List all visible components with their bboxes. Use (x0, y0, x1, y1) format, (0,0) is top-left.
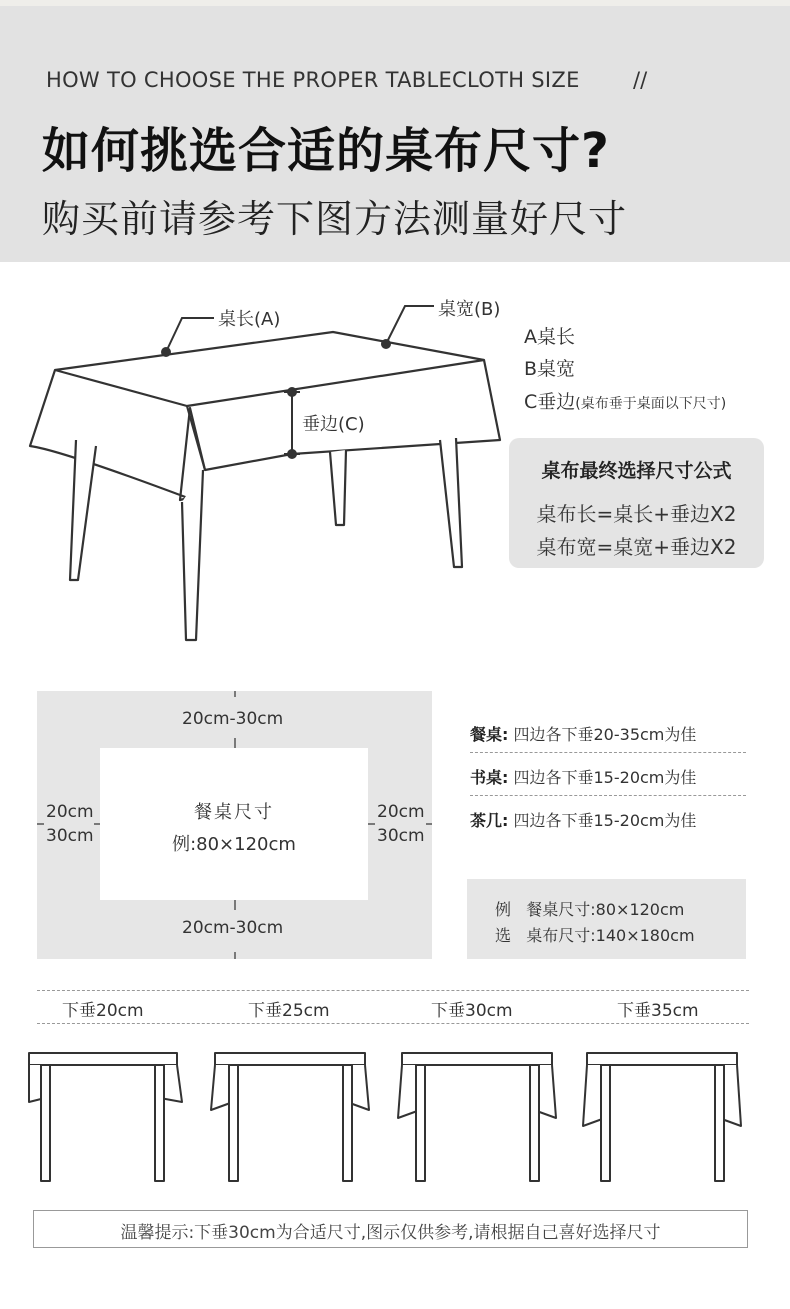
title-slashes: // (633, 68, 648, 92)
example-line-2: 选 桌布尺寸:140×180cm (495, 926, 695, 945)
dim-top: 20cm-30cm (182, 709, 284, 729)
tip-text: 温馨提示:下垂30cm为合适尺寸,图示仅供参考,请根据自己喜好选择尺寸 (120, 1223, 661, 1243)
dim-left-2: 30cm (46, 826, 94, 846)
rule-desk: 书桌: 四边各下垂15-20cm为佳 (470, 768, 697, 787)
table-drop-30 (398, 1053, 556, 1181)
formula-title: 桌布最终选择尺寸公式 (541, 460, 732, 482)
dim-bottom: 20cm-30cm (182, 918, 284, 938)
table-drop-35 (583, 1053, 741, 1181)
drop-label-20: 下垂20cm (62, 1001, 144, 1021)
table-drop-20 (29, 1053, 182, 1181)
drop-label-35: 下垂35cm (617, 1001, 699, 1021)
legend-c-note: (桌布垂于桌面以下尺寸) (575, 396, 727, 412)
example-line-1: 例 餐桌尺寸:80×120cm (495, 900, 685, 919)
rule-coffee-table: 茶几: 四边各下垂15-20cm为佳 (470, 811, 697, 830)
drop-label-25: 下垂25cm (248, 1001, 330, 1021)
legend-c: C垂边(桌布垂于桌面以下尺寸) (524, 391, 727, 413)
chinese-title: 如何挑选合适的桌布尺寸? (42, 123, 610, 179)
legend-a: A桌长 (524, 326, 575, 348)
formula-length: 桌布长=桌长+垂边X2 (536, 502, 737, 526)
formula-width: 桌布宽=桌宽+垂边X2 (536, 535, 737, 559)
chinese-subtitle: 购买前请参考下图方法测量好尺寸 (42, 197, 628, 241)
label-drop-c: 垂边(C) (302, 414, 365, 435)
legend-b: B桌宽 (524, 358, 576, 380)
label-length-a: 桌长(A) (218, 309, 281, 330)
dim-right-2: 30cm (377, 826, 425, 846)
label-width-b: 桌宽(B) (438, 299, 501, 320)
card-title: 餐桌尺寸 (194, 802, 274, 823)
english-title: HOW TO CHOOSE THE PROPER TABLECLOTH SIZE (46, 68, 580, 92)
tip-box (33, 1210, 748, 1248)
rule-dining: 餐桌: 四边各下垂20-35cm为佳 (470, 725, 697, 744)
drop-label-30: 下垂30cm (431, 1001, 513, 1021)
table-drop-25 (211, 1053, 369, 1181)
card-example: 例:80×120cm (172, 834, 296, 855)
dim-right-1: 20cm (377, 802, 425, 822)
dim-left-1: 20cm (46, 802, 94, 822)
